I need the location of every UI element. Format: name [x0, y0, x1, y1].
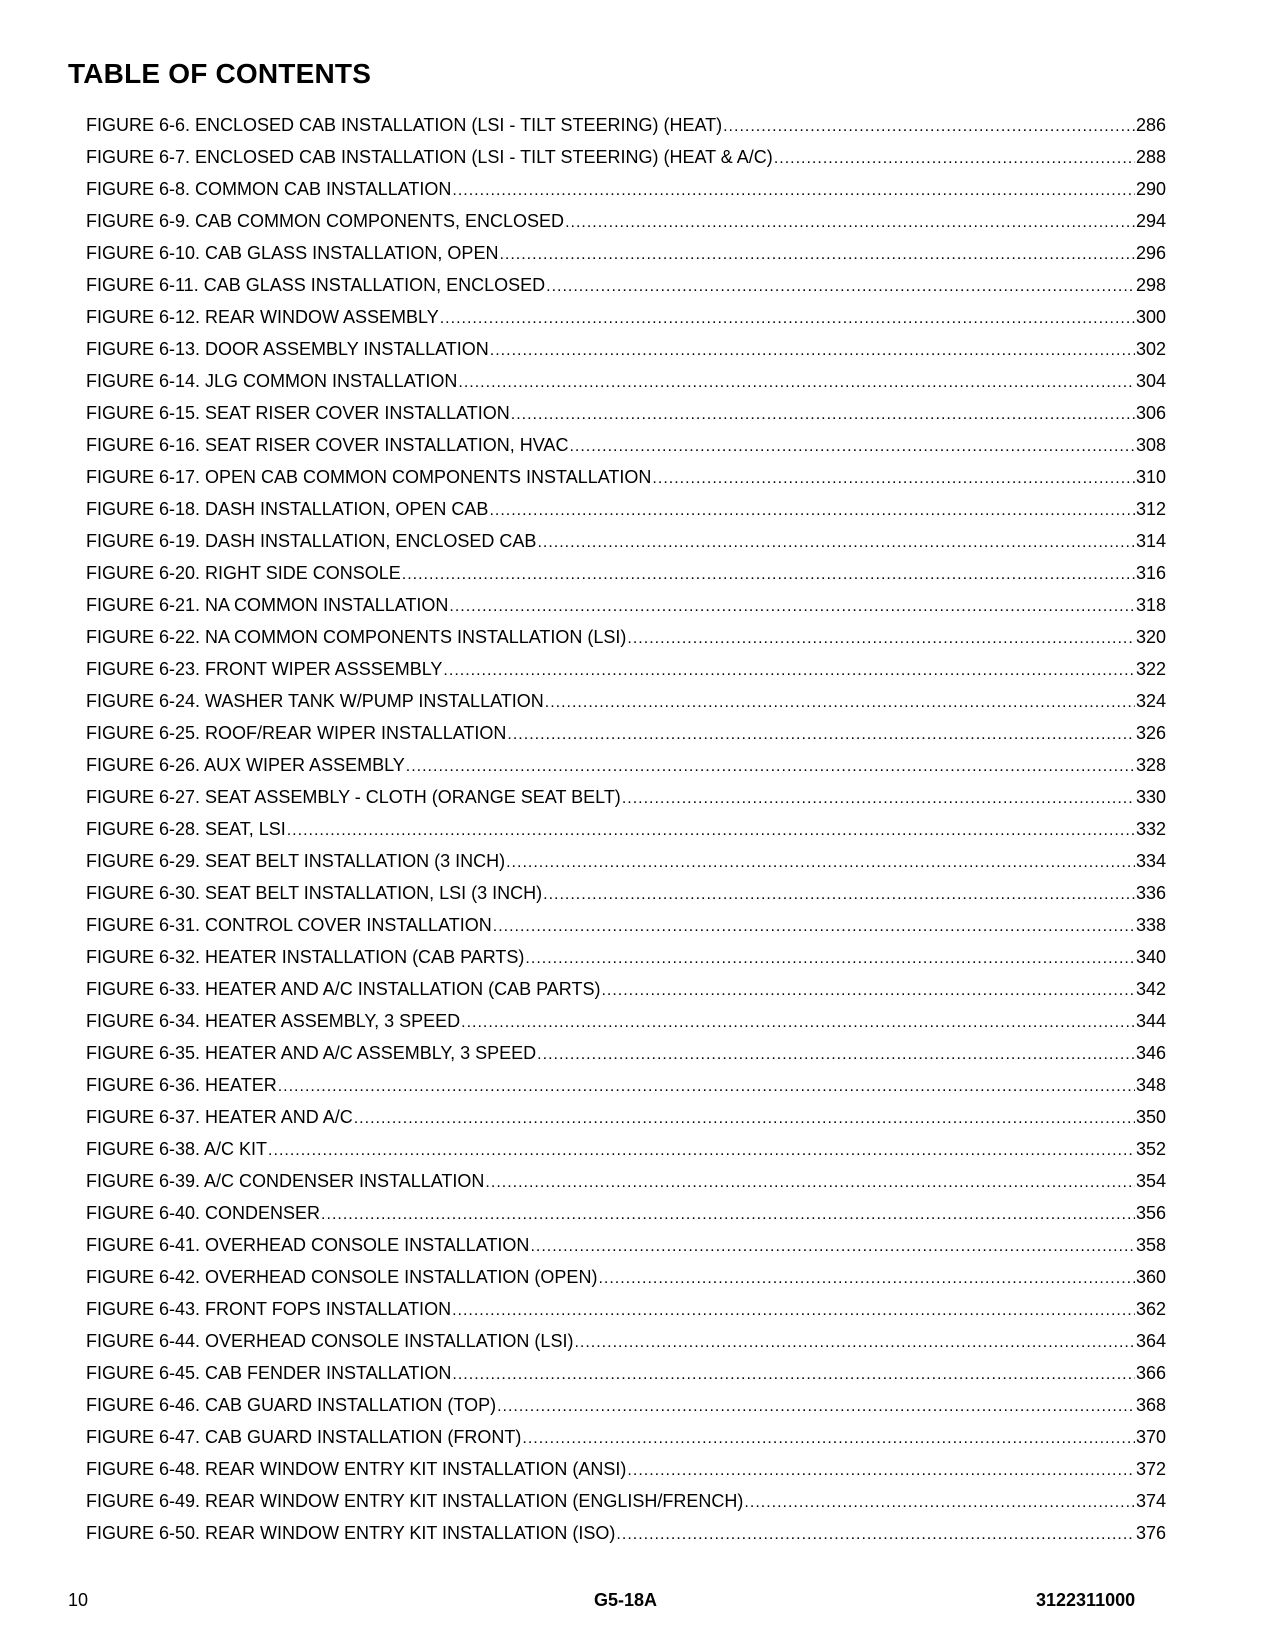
toc-entry-label: FIGURE 6-17. OPEN CAB COMMON COMPONENTS INSTALLATION [86, 467, 652, 487]
toc-dot-leader [601, 975, 1135, 1007]
toc-entry-page: 350 [1135, 1107, 1166, 1127]
toc-dot-leader [530, 1231, 1135, 1263]
toc-entry-page: 364 [1135, 1331, 1166, 1351]
toc-dot-leader [543, 879, 1135, 911]
toc-entry-label: FIGURE 6-38. A/C KIT [86, 1139, 268, 1159]
toc-entry[interactable] [86, 1101, 1166, 1133]
toc-entry[interactable] [86, 909, 1166, 941]
footer-model: G5-18A [594, 1590, 658, 1610]
toc-entry[interactable] [86, 493, 1166, 525]
toc-entry-label: FIGURE 6-14. JLG COMMON INSTALLATION [86, 371, 458, 391]
toc-entry[interactable] [86, 1069, 1166, 1101]
toc-entry-label: FIGURE 6-22. NA COMMON COMPONENTS INSTALLATION (LSI) [86, 627, 627, 647]
toc-dot-leader [507, 719, 1135, 751]
toc-entry-label: FIGURE 6-34. HEATER ASSEMBLY, 3 SPEED [86, 1011, 461, 1031]
toc-dot-leader [744, 1487, 1135, 1519]
toc-dot-leader [452, 1359, 1135, 1391]
toc-entry-label: FIGURE 6-42. OVERHEAD CONSOLE INSTALLATION (OPEN) [86, 1267, 598, 1287]
toc-entry-label: FIGURE 6-20. RIGHT SIDE CONSOLE [86, 563, 401, 583]
toc-entry-label: FIGURE 6-10. CAB GLASS INSTALLATION, OPEN [86, 243, 499, 263]
toc-entry-page: 320 [1135, 627, 1166, 647]
toc-entry-page: 302 [1135, 339, 1166, 359]
toc-entry-page: 294 [1135, 211, 1166, 231]
toc-dot-leader [406, 751, 1135, 783]
toc-dot-leader [402, 559, 1135, 591]
toc-dot-leader [452, 175, 1135, 207]
toc-entry-page: 336 [1135, 883, 1166, 903]
toc-dot-leader [458, 367, 1135, 399]
toc-entry-page: 330 [1135, 787, 1166, 807]
toc-entry-label: FIGURE 6-39. A/C CONDENSER INSTALLATION [86, 1171, 485, 1191]
toc-entry[interactable] [86, 1197, 1166, 1229]
toc-entry-page: 304 [1135, 371, 1166, 391]
toc-entry-label: FIGURE 6-31. CONTROL COVER INSTALLATION [86, 915, 492, 935]
toc-dot-leader [537, 527, 1135, 559]
toc-entry-page: 308 [1135, 435, 1166, 455]
toc-dot-leader [525, 943, 1135, 975]
toc-entry[interactable] [86, 973, 1166, 1005]
toc-entry-label: FIGURE 6-26. AUX WIPER ASSEMBLY [86, 755, 405, 775]
toc-entry-page: 376 [1135, 1523, 1166, 1543]
toc-entry-label: FIGURE 6-44. OVERHEAD CONSOLE INSTALLATION (LSI) [86, 1331, 574, 1351]
toc-entry-label: FIGURE 6-47. CAB GUARD INSTALLATION (FRONT) [86, 1427, 522, 1447]
toc-entry[interactable] [86, 333, 1166, 365]
toc-entry[interactable] [86, 1357, 1166, 1389]
toc-entry-page: 356 [1135, 1203, 1166, 1223]
toc-entry-page: 354 [1135, 1171, 1166, 1191]
toc-dot-leader [511, 399, 1135, 431]
toc-dot-leader [545, 687, 1135, 719]
toc-entry-label: FIGURE 6-21. NA COMMON INSTALLATION [86, 595, 449, 615]
toc-entry[interactable] [86, 141, 1166, 173]
toc-entry-page: 322 [1135, 659, 1166, 679]
toc-entry-label: FIGURE 6-6. ENCLOSED CAB INSTALLATION (LSI - TILT STEERING) (HEAT) [86, 115, 723, 135]
toc-entry-label: FIGURE 6-18. DASH INSTALLATION, OPEN CAB [86, 499, 489, 519]
toc-entry-page: 326 [1135, 723, 1166, 743]
toc-entry[interactable] [86, 365, 1166, 397]
toc-dot-leader [499, 239, 1135, 271]
toc-entry[interactable] [86, 1037, 1166, 1069]
toc-entry[interactable] [86, 1453, 1166, 1485]
toc-dot-leader [616, 1519, 1135, 1551]
toc-entry[interactable] [86, 1165, 1166, 1197]
toc-dot-leader [537, 1039, 1135, 1071]
toc-dot-leader [497, 1391, 1135, 1423]
toc-dot-leader [522, 1423, 1135, 1455]
toc-entry[interactable] [86, 781, 1166, 813]
toc-dot-leader [268, 1135, 1135, 1167]
toc-entry[interactable] [86, 1229, 1166, 1261]
toc-dot-leader [490, 335, 1135, 367]
toc-entry[interactable] [86, 1133, 1166, 1165]
toc-entry-label: FIGURE 6-28. SEAT, LSI [86, 819, 286, 839]
toc-dot-leader [440, 303, 1135, 335]
toc-entry-page: 316 [1135, 563, 1166, 583]
toc-entry-label: FIGURE 6-49. REAR WINDOW ENTRY KIT INSTALLATION (ENGLISH/FRENCH) [86, 1491, 744, 1511]
toc-entry[interactable] [86, 1421, 1166, 1453]
toc-entry[interactable] [86, 1389, 1166, 1421]
toc-entry-page: 296 [1135, 243, 1166, 263]
toc-entry[interactable] [86, 717, 1166, 749]
toc-entry-label: FIGURE 6-12. REAR WINDOW ASSEMBLY [86, 307, 439, 327]
toc-entry-label: FIGURE 6-9. CAB COMMON COMPONENTS, ENCLOSED [86, 211, 565, 231]
toc-entry-label: FIGURE 6-43. FRONT FOPS INSTALLATION [86, 1299, 452, 1319]
toc-entry-label: FIGURE 6-48. REAR WINDOW ENTRY KIT INSTALLATION (ANSI) [86, 1459, 627, 1479]
toc-dot-leader [546, 271, 1135, 303]
toc-entry-page: 372 [1135, 1459, 1166, 1479]
toc-entry[interactable] [86, 237, 1166, 269]
toc-entry-label: FIGURE 6-41. OVERHEAD CONSOLE INSTALLATION [86, 1235, 530, 1255]
toc-entry[interactable] [86, 877, 1166, 909]
toc-entry[interactable] [86, 1485, 1166, 1517]
toc-dot-leader [622, 783, 1135, 815]
toc-entry-label: FIGURE 6-19. DASH INSTALLATION, ENCLOSED CAB [86, 531, 537, 551]
toc-entry-label: FIGURE 6-23. FRONT WIPER ASSSEMBLY [86, 659, 443, 679]
toc-dot-leader [485, 1167, 1135, 1199]
footer-page-number: 10 [68, 1590, 89, 1610]
toc-entry[interactable] [86, 1005, 1166, 1037]
toc-entry-page: 340 [1135, 947, 1166, 967]
toc-entry[interactable] [86, 397, 1166, 429]
toc-entry-label: FIGURE 6-16. SEAT RISER COVER INSTALLATION, HVAC [86, 435, 569, 455]
toc-dot-leader [461, 1007, 1135, 1039]
toc-entry[interactable] [86, 429, 1166, 461]
toc-dot-leader [489, 495, 1135, 527]
toc-entry-label: FIGURE 6-50. REAR WINDOW ENTRY KIT INSTALLATION (ISO) [86, 1523, 616, 1543]
toc-entry-label: FIGURE 6-25. ROOF/REAR WIPER INSTALLATION [86, 723, 507, 743]
toc-dot-leader [774, 143, 1135, 175]
toc-entry-page: 310 [1135, 467, 1166, 487]
toc-entry[interactable] [86, 269, 1166, 301]
toc-entry-label: FIGURE 6-24. WASHER TANK W/PUMP INSTALLATION [86, 691, 544, 711]
toc-entry-label: FIGURE 6-8. COMMON CAB INSTALLATION [86, 179, 452, 199]
toc-entry-page: 360 [1135, 1267, 1166, 1287]
footer-document-number: 3122311000 [1036, 1590, 1136, 1610]
toc-entry-page: 366 [1135, 1363, 1166, 1383]
toc-dot-leader [569, 431, 1135, 463]
toc-entry[interactable] [86, 749, 1166, 781]
toc-dot-leader [449, 591, 1135, 623]
toc-entry-page: 368 [1135, 1395, 1166, 1415]
toc-entry[interactable] [86, 1261, 1166, 1293]
toc-dot-leader [723, 111, 1135, 143]
toc-dot-leader [321, 1199, 1135, 1231]
toc-entry-page: 338 [1135, 915, 1166, 935]
toc-entry-page: 318 [1135, 595, 1166, 615]
toc-entry-page: 290 [1135, 179, 1166, 199]
toc-entry-page: 288 [1135, 147, 1166, 167]
toc-entry-label: FIGURE 6-29. SEAT BELT INSTALLATION (3 INCH) [86, 851, 506, 871]
toc-entry[interactable] [86, 109, 1166, 141]
toc-entry[interactable] [86, 685, 1166, 717]
toc-entry[interactable] [86, 621, 1166, 653]
toc-entry-page: 332 [1135, 819, 1166, 839]
toc-dot-leader [493, 911, 1135, 943]
toc-entry-page: 324 [1135, 691, 1166, 711]
toc-entry-page: 342 [1135, 979, 1166, 999]
toc-entry-page: 314 [1135, 531, 1166, 551]
page-title: TABLE OF CONTENTS [68, 58, 372, 89]
toc-dot-leader [354, 1103, 1135, 1135]
toc-entry-page: 306 [1135, 403, 1166, 423]
toc-entry-label: FIGURE 6-33. HEATER AND A/C INSTALLATION (CAB PARTS) [86, 979, 601, 999]
toc-dot-leader [287, 815, 1135, 847]
toc-entry[interactable] [86, 557, 1166, 589]
toc-entry[interactable] [86, 941, 1166, 973]
toc-entry-page: 344 [1135, 1011, 1166, 1031]
toc-entry-page: 334 [1135, 851, 1166, 871]
toc-entry[interactable] [86, 653, 1166, 685]
toc-entry-label: FIGURE 6-37. HEATER AND A/C [86, 1107, 353, 1127]
toc-dot-leader [598, 1263, 1135, 1295]
toc-entry-label: FIGURE 6-45. CAB FENDER INSTALLATION [86, 1363, 452, 1383]
page-footer [0, 1590, 1275, 1616]
toc-entry[interactable] [86, 173, 1166, 205]
toc-dot-leader [627, 623, 1135, 655]
toc-entry-label: FIGURE 6-32. HEATER INSTALLATION (CAB PARTS) [86, 947, 525, 967]
toc-entry-page: 370 [1135, 1427, 1166, 1447]
toc-dot-leader [627, 1455, 1135, 1487]
toc-entry-label: FIGURE 6-35. HEATER AND A/C ASSEMBLY, 3 SPEED [86, 1043, 537, 1063]
toc-entry-label: FIGURE 6-36. HEATER [86, 1075, 277, 1095]
toc-entry-label: FIGURE 6-46. CAB GUARD INSTALLATION (TOP) [86, 1395, 497, 1415]
toc-entry[interactable] [86, 845, 1166, 877]
toc-entry[interactable] [86, 1325, 1166, 1357]
toc-dot-leader [506, 847, 1135, 879]
toc-list [86, 109, 1166, 1549]
toc-entry-page: 346 [1135, 1043, 1166, 1063]
toc-entry[interactable] [86, 1293, 1166, 1325]
toc-entry-page: 300 [1135, 307, 1166, 327]
toc-entry-label: FIGURE 6-11. CAB GLASS INSTALLATION, ENCLOSED [86, 275, 546, 295]
toc-entry-label: FIGURE 6-27. SEAT ASSEMBLY - CLOTH (ORANGE SEAT BELT) [86, 787, 621, 807]
toc-entry-page: 286 [1135, 115, 1166, 135]
toc-dot-leader [652, 463, 1135, 495]
toc-entry[interactable] [86, 461, 1166, 493]
toc-entry-label: FIGURE 6-15. SEAT RISER COVER INSTALLATION [86, 403, 510, 423]
toc-dot-leader [443, 655, 1135, 687]
toc-entry[interactable] [86, 525, 1166, 557]
toc-entry[interactable] [86, 301, 1166, 333]
toc-entry[interactable] [86, 813, 1166, 845]
toc-entry-page: 362 [1135, 1299, 1166, 1319]
toc-entry-page: 348 [1135, 1075, 1166, 1095]
toc-entry-label: FIGURE 6-7. ENCLOSED CAB INSTALLATION (LSI - TILT STEERING) (HEAT & A/C) [86, 147, 773, 167]
toc-entry-label: FIGURE 6-30. SEAT BELT INSTALLATION, LSI (3 INCH) [86, 883, 543, 903]
toc-entry-page: 328 [1135, 755, 1166, 775]
toc-entry[interactable] [86, 1517, 1166, 1549]
toc-dot-leader [565, 207, 1135, 239]
toc-entry-label: FIGURE 6-40. CONDENSER [86, 1203, 321, 1223]
toc-dot-leader [574, 1327, 1135, 1359]
toc-entry-page: 358 [1135, 1235, 1166, 1255]
toc-entry[interactable] [86, 589, 1166, 621]
toc-entry-page: 352 [1135, 1139, 1166, 1159]
toc-entry-page: 374 [1135, 1491, 1166, 1511]
toc-entry-page: 298 [1135, 275, 1166, 295]
toc-dot-leader [278, 1071, 1135, 1103]
toc-entry-label: FIGURE 6-13. DOOR ASSEMBLY INSTALLATION [86, 339, 489, 359]
toc-entry[interactable] [86, 205, 1166, 237]
toc-dot-leader [452, 1295, 1135, 1327]
toc-entry-page: 312 [1135, 499, 1166, 519]
